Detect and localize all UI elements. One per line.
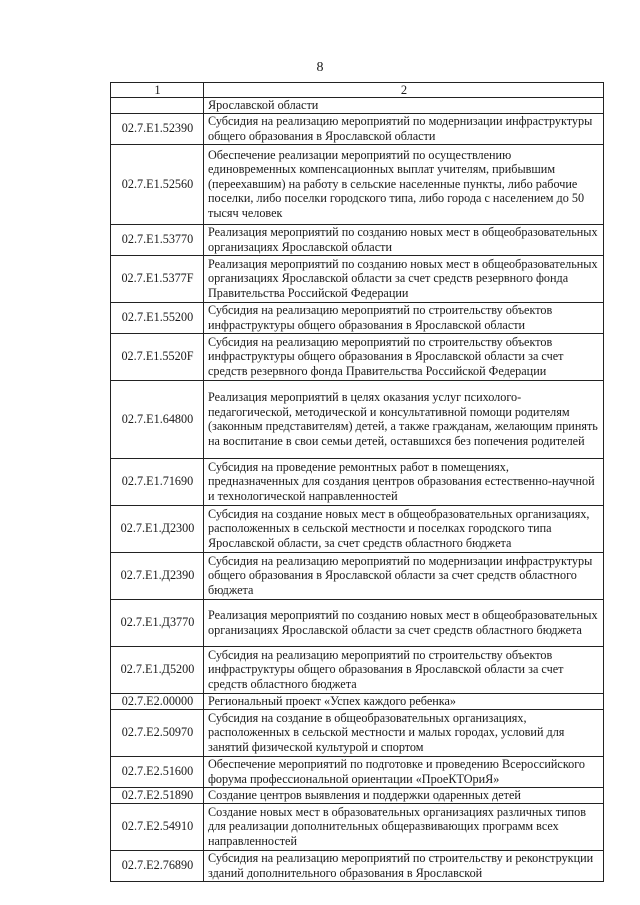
table-row [111,144,604,224]
table-row [111,98,604,114]
row-description: Реализация мероприятий по созданию новых мест в общеобразовательных организациях Ярославской области [204,224,604,255]
table-row [111,709,604,756]
budget-code-table [110,82,604,882]
row-description: Ярославской области [204,98,604,114]
row-description: Субсидия на реализацию мероприятий по строительству и реконструкции зданий дополнительного образования в Ярославской [204,850,604,881]
row-code: 02.7.E1.64800 [111,380,204,458]
table-row [111,787,604,803]
row-description: Субсидия на реализацию мероприятий по модернизации инфраструктуры общего образования в Ярославской области за счет средств областного бюджета [204,552,604,599]
table-row [111,333,604,380]
row-description: Обеспечение мероприятий по подготовке и проведению Всероссийского форума профессиональной ориентации «ПроеКТОриЯ» [204,756,604,787]
row-code: 02.7.E1.5377F [111,255,204,302]
row-code: 02.7.E1.53770 [111,224,204,255]
table-row [111,803,604,850]
row-code: 02.7.E1.55200 [111,302,204,333]
row-code: 02.7.E1.52560 [111,144,204,224]
row-code: 02.7.E1.5520F [111,333,204,380]
row-description: Региональный проект «Успех каждого ребенка» [204,693,604,709]
table-row [111,380,604,458]
table-row [111,756,604,787]
table-row [111,693,604,709]
table-row [111,113,604,144]
row-description: Субсидия на создание в общеобразовательных организациях, расположенных в сельской местности и малых городах, условий для занятий физической культурой и спортом [204,709,604,756]
table-row [111,224,604,255]
row-description: Реализация мероприятий по созданию новых мест в общеобразовательных организациях Ярославской области за счет средств областного бюджета [204,599,604,646]
row-code: 02.7.E1.Д3770 [111,599,204,646]
table-row [111,255,604,302]
table-row [111,302,604,333]
row-code: 02.7.E1.Д2390 [111,552,204,599]
row-description: Субсидия на реализацию мероприятий по модернизации инфраструктуры общего образования в Ярославской области [204,113,604,144]
page-number: 8 [316,60,324,75]
table-row [111,505,604,552]
table-header-row [111,83,604,98]
row-description: Реализация мероприятий в целях оказания услуг психолого-педагогической, методической и консультативной помощи родителям (законным представителям) детей, а также гражданам, желающим принять на воспитание в свои семьи детей, оставшихся без попечения родителей [204,380,604,458]
row-description: Создание центров выявления и поддержки одаренных детей [204,787,604,803]
row-code: 02.7.E2.76890 [111,850,204,881]
row-code: 02.7.E2.00000 [111,693,204,709]
column-header-code: 1 [111,83,204,98]
row-description: Реализация мероприятий по созданию новых мест в общеобразовательных организациях Ярославской области за счет средств резервного фонда Правительства Российской Федерации [204,255,604,302]
table-row [111,646,604,693]
row-code: 02.7.E1.52390 [111,113,204,144]
table-row [111,599,604,646]
row-code: 02.7.E1.Д5200 [111,646,204,693]
table-row [111,850,604,881]
row-description: Субсидия на реализацию мероприятий по строительству объектов инфраструктуры общего образования в Ярославской области за счет средств резервного фонда Правительства Российской Федерации [204,333,604,380]
table-row [111,552,604,599]
row-code: 02.7.E1.Д2300 [111,505,204,552]
row-description: Обеспечение реализации мероприятий по осуществлению единовременных компенсационных выплат учителям, прибывшим (переехавшим) на работу в сельские населенные пункты, либо рабочие поселки, либо поселки городского типа, либо города с населением до 50 тысяч человек [204,144,604,224]
row-code: 02.7.E2.51890 [111,787,204,803]
row-code [111,98,204,114]
row-code: 02.7.E2.51600 [111,756,204,787]
row-description: Субсидия на реализацию мероприятий по строительству объектов инфраструктуры общего образования в Ярославской области за счет средств областного бюджета [204,646,604,693]
row-description: Создание новых мест в образовательных организациях различных типов для реализации дополнительных общеразвивающих программ всех направленностей [204,803,604,850]
row-description: Субсидия на создание новых мест в общеобразовательных организациях, расположенных в сельской местности и поселках городского типа Ярославской области, за счет средств областного бюджета [204,505,604,552]
row-code: 02.7.E2.54910 [111,803,204,850]
row-code: 02.7.E2.50970 [111,709,204,756]
table-row [111,458,604,505]
column-header-description: 2 [204,83,604,98]
row-description: Субсидия на проведение ремонтных работ в помещениях, предназначенных для создания центров образования естественно-научной и технологической направленностей [204,458,604,505]
row-code: 02.7.E1.71690 [111,458,204,505]
row-description: Субсидия на реализацию мероприятий по строительству объектов инфраструктуры общего образования в Ярославской области [204,302,604,333]
